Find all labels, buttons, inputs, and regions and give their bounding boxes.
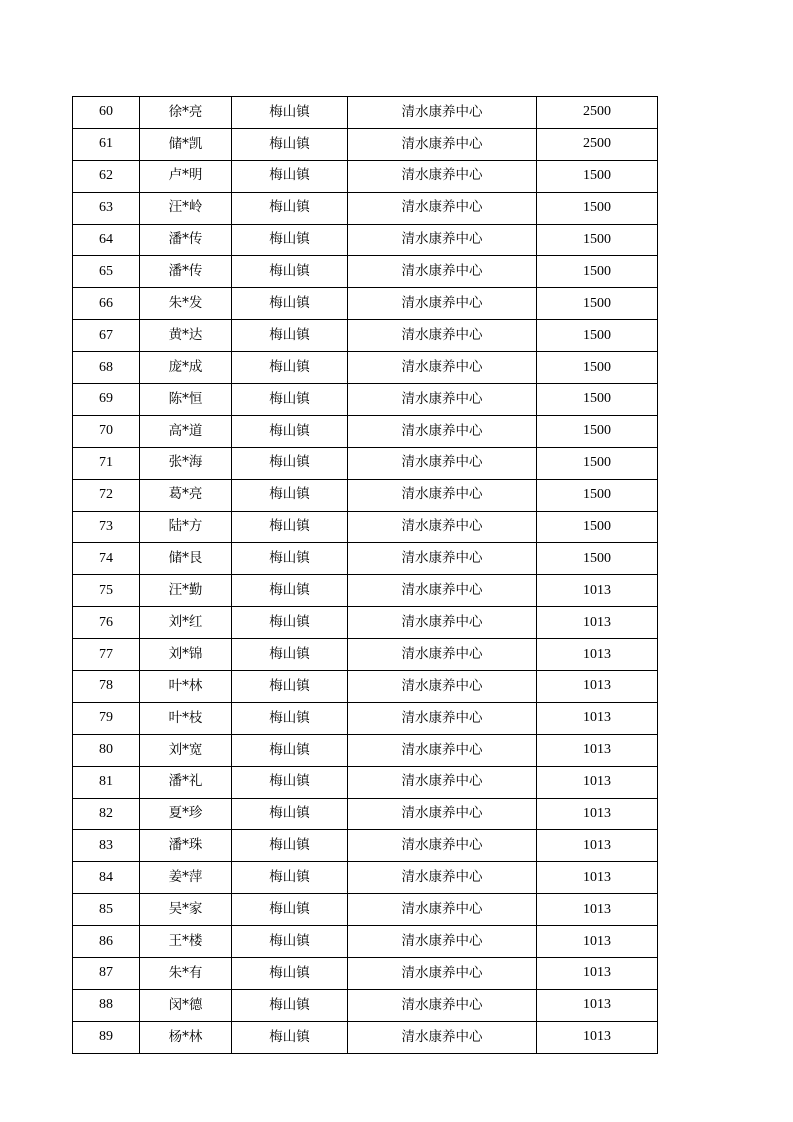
cell-serial-number: 88 xyxy=(73,989,140,1021)
cell-person-name: 卢*明 xyxy=(140,160,232,192)
cell-institution: 清水康养中心 xyxy=(348,320,537,352)
cell-institution: 清水康养中心 xyxy=(348,479,537,511)
cell-institution: 清水康养中心 xyxy=(348,128,537,160)
cell-person-name: 姜*萍 xyxy=(140,862,232,894)
cell-town: 梅山镇 xyxy=(232,415,348,447)
cell-institution: 清水康养中心 xyxy=(348,256,537,288)
cell-institution: 清水康养中心 xyxy=(348,894,537,926)
cell-person-name: 黄*达 xyxy=(140,320,232,352)
cell-person-name: 吴*家 xyxy=(140,894,232,926)
cell-person-name: 夏*珍 xyxy=(140,798,232,830)
roster-table xyxy=(72,96,658,1054)
cell-institution: 清水康养中心 xyxy=(348,862,537,894)
table-row xyxy=(73,830,658,862)
cell-amount: 1013 xyxy=(537,862,658,894)
cell-amount: 1500 xyxy=(537,288,658,320)
cell-person-name: 陆*方 xyxy=(140,511,232,543)
cell-town: 梅山镇 xyxy=(232,160,348,192)
cell-town: 梅山镇 xyxy=(232,671,348,703)
table-row xyxy=(73,926,658,958)
cell-institution: 清水康养中心 xyxy=(348,415,537,447)
cell-amount: 2500 xyxy=(537,97,658,129)
cell-serial-number: 66 xyxy=(73,288,140,320)
cell-town: 梅山镇 xyxy=(232,128,348,160)
cell-serial-number: 89 xyxy=(73,1021,140,1053)
cell-person-name: 王*楼 xyxy=(140,926,232,958)
table-row xyxy=(73,798,658,830)
cell-town: 梅山镇 xyxy=(232,734,348,766)
cell-person-name: 叶*林 xyxy=(140,671,232,703)
cell-amount: 1013 xyxy=(537,766,658,798)
table-row xyxy=(73,288,658,320)
table-row xyxy=(73,958,658,990)
cell-amount: 1013 xyxy=(537,575,658,607)
cell-institution: 清水康养中心 xyxy=(348,798,537,830)
cell-institution: 清水康养中心 xyxy=(348,224,537,256)
cell-amount: 1013 xyxy=(537,639,658,671)
cell-person-name: 刘*宽 xyxy=(140,734,232,766)
cell-serial-number: 76 xyxy=(73,607,140,639)
cell-town: 梅山镇 xyxy=(232,766,348,798)
cell-institution: 清水康养中心 xyxy=(348,447,537,479)
cell-person-name: 葛*亮 xyxy=(140,479,232,511)
cell-person-name: 高*道 xyxy=(140,415,232,447)
cell-serial-number: 67 xyxy=(73,320,140,352)
cell-town: 梅山镇 xyxy=(232,352,348,384)
table-row xyxy=(73,607,658,639)
cell-serial-number: 83 xyxy=(73,830,140,862)
cell-institution: 清水康养中心 xyxy=(348,734,537,766)
cell-institution: 清水康养中心 xyxy=(348,543,537,575)
cell-institution: 清水康养中心 xyxy=(348,639,537,671)
cell-town: 梅山镇 xyxy=(232,543,348,575)
cell-town: 梅山镇 xyxy=(232,256,348,288)
table-row xyxy=(73,447,658,479)
cell-town: 梅山镇 xyxy=(232,511,348,543)
cell-institution: 清水康养中心 xyxy=(348,607,537,639)
table-row xyxy=(73,192,658,224)
cell-amount: 1013 xyxy=(537,702,658,734)
cell-amount: 1500 xyxy=(537,447,658,479)
cell-amount: 1500 xyxy=(537,479,658,511)
cell-amount: 1500 xyxy=(537,415,658,447)
table-row xyxy=(73,256,658,288)
cell-person-name: 闵*德 xyxy=(140,989,232,1021)
cell-institution: 清水康养中心 xyxy=(348,702,537,734)
cell-town: 梅山镇 xyxy=(232,320,348,352)
cell-town: 梅山镇 xyxy=(232,989,348,1021)
cell-institution: 清水康养中心 xyxy=(348,160,537,192)
cell-town: 梅山镇 xyxy=(232,926,348,958)
cell-amount: 1013 xyxy=(537,607,658,639)
cell-person-name: 叶*枝 xyxy=(140,702,232,734)
table-row xyxy=(73,160,658,192)
cell-town: 梅山镇 xyxy=(232,607,348,639)
roster-table-body xyxy=(73,97,658,1054)
cell-person-name: 汪*岭 xyxy=(140,192,232,224)
table-row xyxy=(73,511,658,543)
cell-person-name: 徐*亮 xyxy=(140,97,232,129)
cell-serial-number: 87 xyxy=(73,958,140,990)
cell-person-name: 朱*有 xyxy=(140,958,232,990)
table-row xyxy=(73,415,658,447)
cell-serial-number: 71 xyxy=(73,447,140,479)
cell-amount: 1500 xyxy=(537,320,658,352)
cell-institution: 清水康养中心 xyxy=(348,192,537,224)
cell-serial-number: 77 xyxy=(73,639,140,671)
cell-serial-number: 60 xyxy=(73,97,140,129)
cell-town: 梅山镇 xyxy=(232,639,348,671)
table-row xyxy=(73,384,658,416)
cell-town: 梅山镇 xyxy=(232,958,348,990)
cell-amount: 1500 xyxy=(537,192,658,224)
cell-institution: 清水康养中心 xyxy=(348,671,537,703)
table-row xyxy=(73,352,658,384)
cell-person-name: 刘*锦 xyxy=(140,639,232,671)
cell-amount: 1013 xyxy=(537,1021,658,1053)
cell-amount: 1500 xyxy=(537,160,658,192)
cell-person-name: 汪*勤 xyxy=(140,575,232,607)
table-row xyxy=(73,862,658,894)
cell-institution: 清水康养中心 xyxy=(348,288,537,320)
cell-amount: 1013 xyxy=(537,926,658,958)
cell-amount: 2500 xyxy=(537,128,658,160)
cell-town: 梅山镇 xyxy=(232,894,348,926)
table-row xyxy=(73,702,658,734)
cell-institution: 清水康养中心 xyxy=(348,575,537,607)
cell-amount: 1500 xyxy=(537,511,658,543)
cell-serial-number: 86 xyxy=(73,926,140,958)
cell-town: 梅山镇 xyxy=(232,830,348,862)
cell-amount: 1013 xyxy=(537,894,658,926)
cell-amount: 1013 xyxy=(537,734,658,766)
cell-institution: 清水康养中心 xyxy=(348,989,537,1021)
cell-institution: 清水康养中心 xyxy=(348,97,537,129)
cell-town: 梅山镇 xyxy=(232,575,348,607)
cell-serial-number: 62 xyxy=(73,160,140,192)
cell-person-name: 朱*发 xyxy=(140,288,232,320)
cell-town: 梅山镇 xyxy=(232,447,348,479)
cell-amount: 1500 xyxy=(537,352,658,384)
cell-person-name: 潘*传 xyxy=(140,224,232,256)
cell-serial-number: 65 xyxy=(73,256,140,288)
cell-person-name: 庞*成 xyxy=(140,352,232,384)
table-row xyxy=(73,320,658,352)
cell-town: 梅山镇 xyxy=(232,862,348,894)
cell-serial-number: 73 xyxy=(73,511,140,543)
cell-town: 梅山镇 xyxy=(232,1021,348,1053)
cell-amount: 1013 xyxy=(537,798,658,830)
cell-amount: 1013 xyxy=(537,830,658,862)
cell-person-name: 潘*礼 xyxy=(140,766,232,798)
cell-serial-number: 74 xyxy=(73,543,140,575)
cell-serial-number: 79 xyxy=(73,702,140,734)
cell-town: 梅山镇 xyxy=(232,192,348,224)
cell-town: 梅山镇 xyxy=(232,798,348,830)
cell-serial-number: 84 xyxy=(73,862,140,894)
table-row xyxy=(73,894,658,926)
cell-amount: 1500 xyxy=(537,384,658,416)
cell-institution: 清水康养中心 xyxy=(348,958,537,990)
table-row xyxy=(73,1021,658,1053)
cell-person-name: 潘*传 xyxy=(140,256,232,288)
table-row xyxy=(73,766,658,798)
cell-serial-number: 75 xyxy=(73,575,140,607)
cell-institution: 清水康养中心 xyxy=(348,352,537,384)
table-row xyxy=(73,639,658,671)
cell-town: 梅山镇 xyxy=(232,97,348,129)
table-row xyxy=(73,224,658,256)
cell-serial-number: 61 xyxy=(73,128,140,160)
cell-amount: 1500 xyxy=(537,256,658,288)
cell-institution: 清水康养中心 xyxy=(348,830,537,862)
cell-town: 梅山镇 xyxy=(232,384,348,416)
cell-person-name: 储*艮 xyxy=(140,543,232,575)
cell-institution: 清水康养中心 xyxy=(348,926,537,958)
cell-institution: 清水康养中心 xyxy=(348,766,537,798)
table-row xyxy=(73,543,658,575)
cell-serial-number: 80 xyxy=(73,734,140,766)
cell-institution: 清水康养中心 xyxy=(348,511,537,543)
cell-person-name: 刘*红 xyxy=(140,607,232,639)
cell-person-name: 陈*恒 xyxy=(140,384,232,416)
cell-serial-number: 81 xyxy=(73,766,140,798)
cell-amount: 1500 xyxy=(537,543,658,575)
table-row xyxy=(73,479,658,511)
cell-serial-number: 85 xyxy=(73,894,140,926)
table-row xyxy=(73,97,658,129)
cell-town: 梅山镇 xyxy=(232,702,348,734)
cell-town: 梅山镇 xyxy=(232,479,348,511)
cell-institution: 清水康养中心 xyxy=(348,1021,537,1053)
cell-serial-number: 72 xyxy=(73,479,140,511)
cell-serial-number: 70 xyxy=(73,415,140,447)
cell-amount: 1013 xyxy=(537,989,658,1021)
table-row xyxy=(73,671,658,703)
cell-serial-number: 68 xyxy=(73,352,140,384)
cell-person-name: 储*凯 xyxy=(140,128,232,160)
cell-institution: 清水康养中心 xyxy=(348,384,537,416)
table-row xyxy=(73,989,658,1021)
cell-person-name: 潘*珠 xyxy=(140,830,232,862)
cell-amount: 1013 xyxy=(537,958,658,990)
cell-amount: 1013 xyxy=(537,671,658,703)
cell-person-name: 杨*林 xyxy=(140,1021,232,1053)
cell-serial-number: 63 xyxy=(73,192,140,224)
cell-town: 梅山镇 xyxy=(232,224,348,256)
cell-town: 梅山镇 xyxy=(232,288,348,320)
table-row xyxy=(73,734,658,766)
cell-serial-number: 78 xyxy=(73,671,140,703)
cell-serial-number: 82 xyxy=(73,798,140,830)
table-row xyxy=(73,128,658,160)
cell-serial-number: 69 xyxy=(73,384,140,416)
cell-person-name: 张*海 xyxy=(140,447,232,479)
table-row xyxy=(73,575,658,607)
cell-amount: 1500 xyxy=(537,224,658,256)
cell-serial-number: 64 xyxy=(73,224,140,256)
